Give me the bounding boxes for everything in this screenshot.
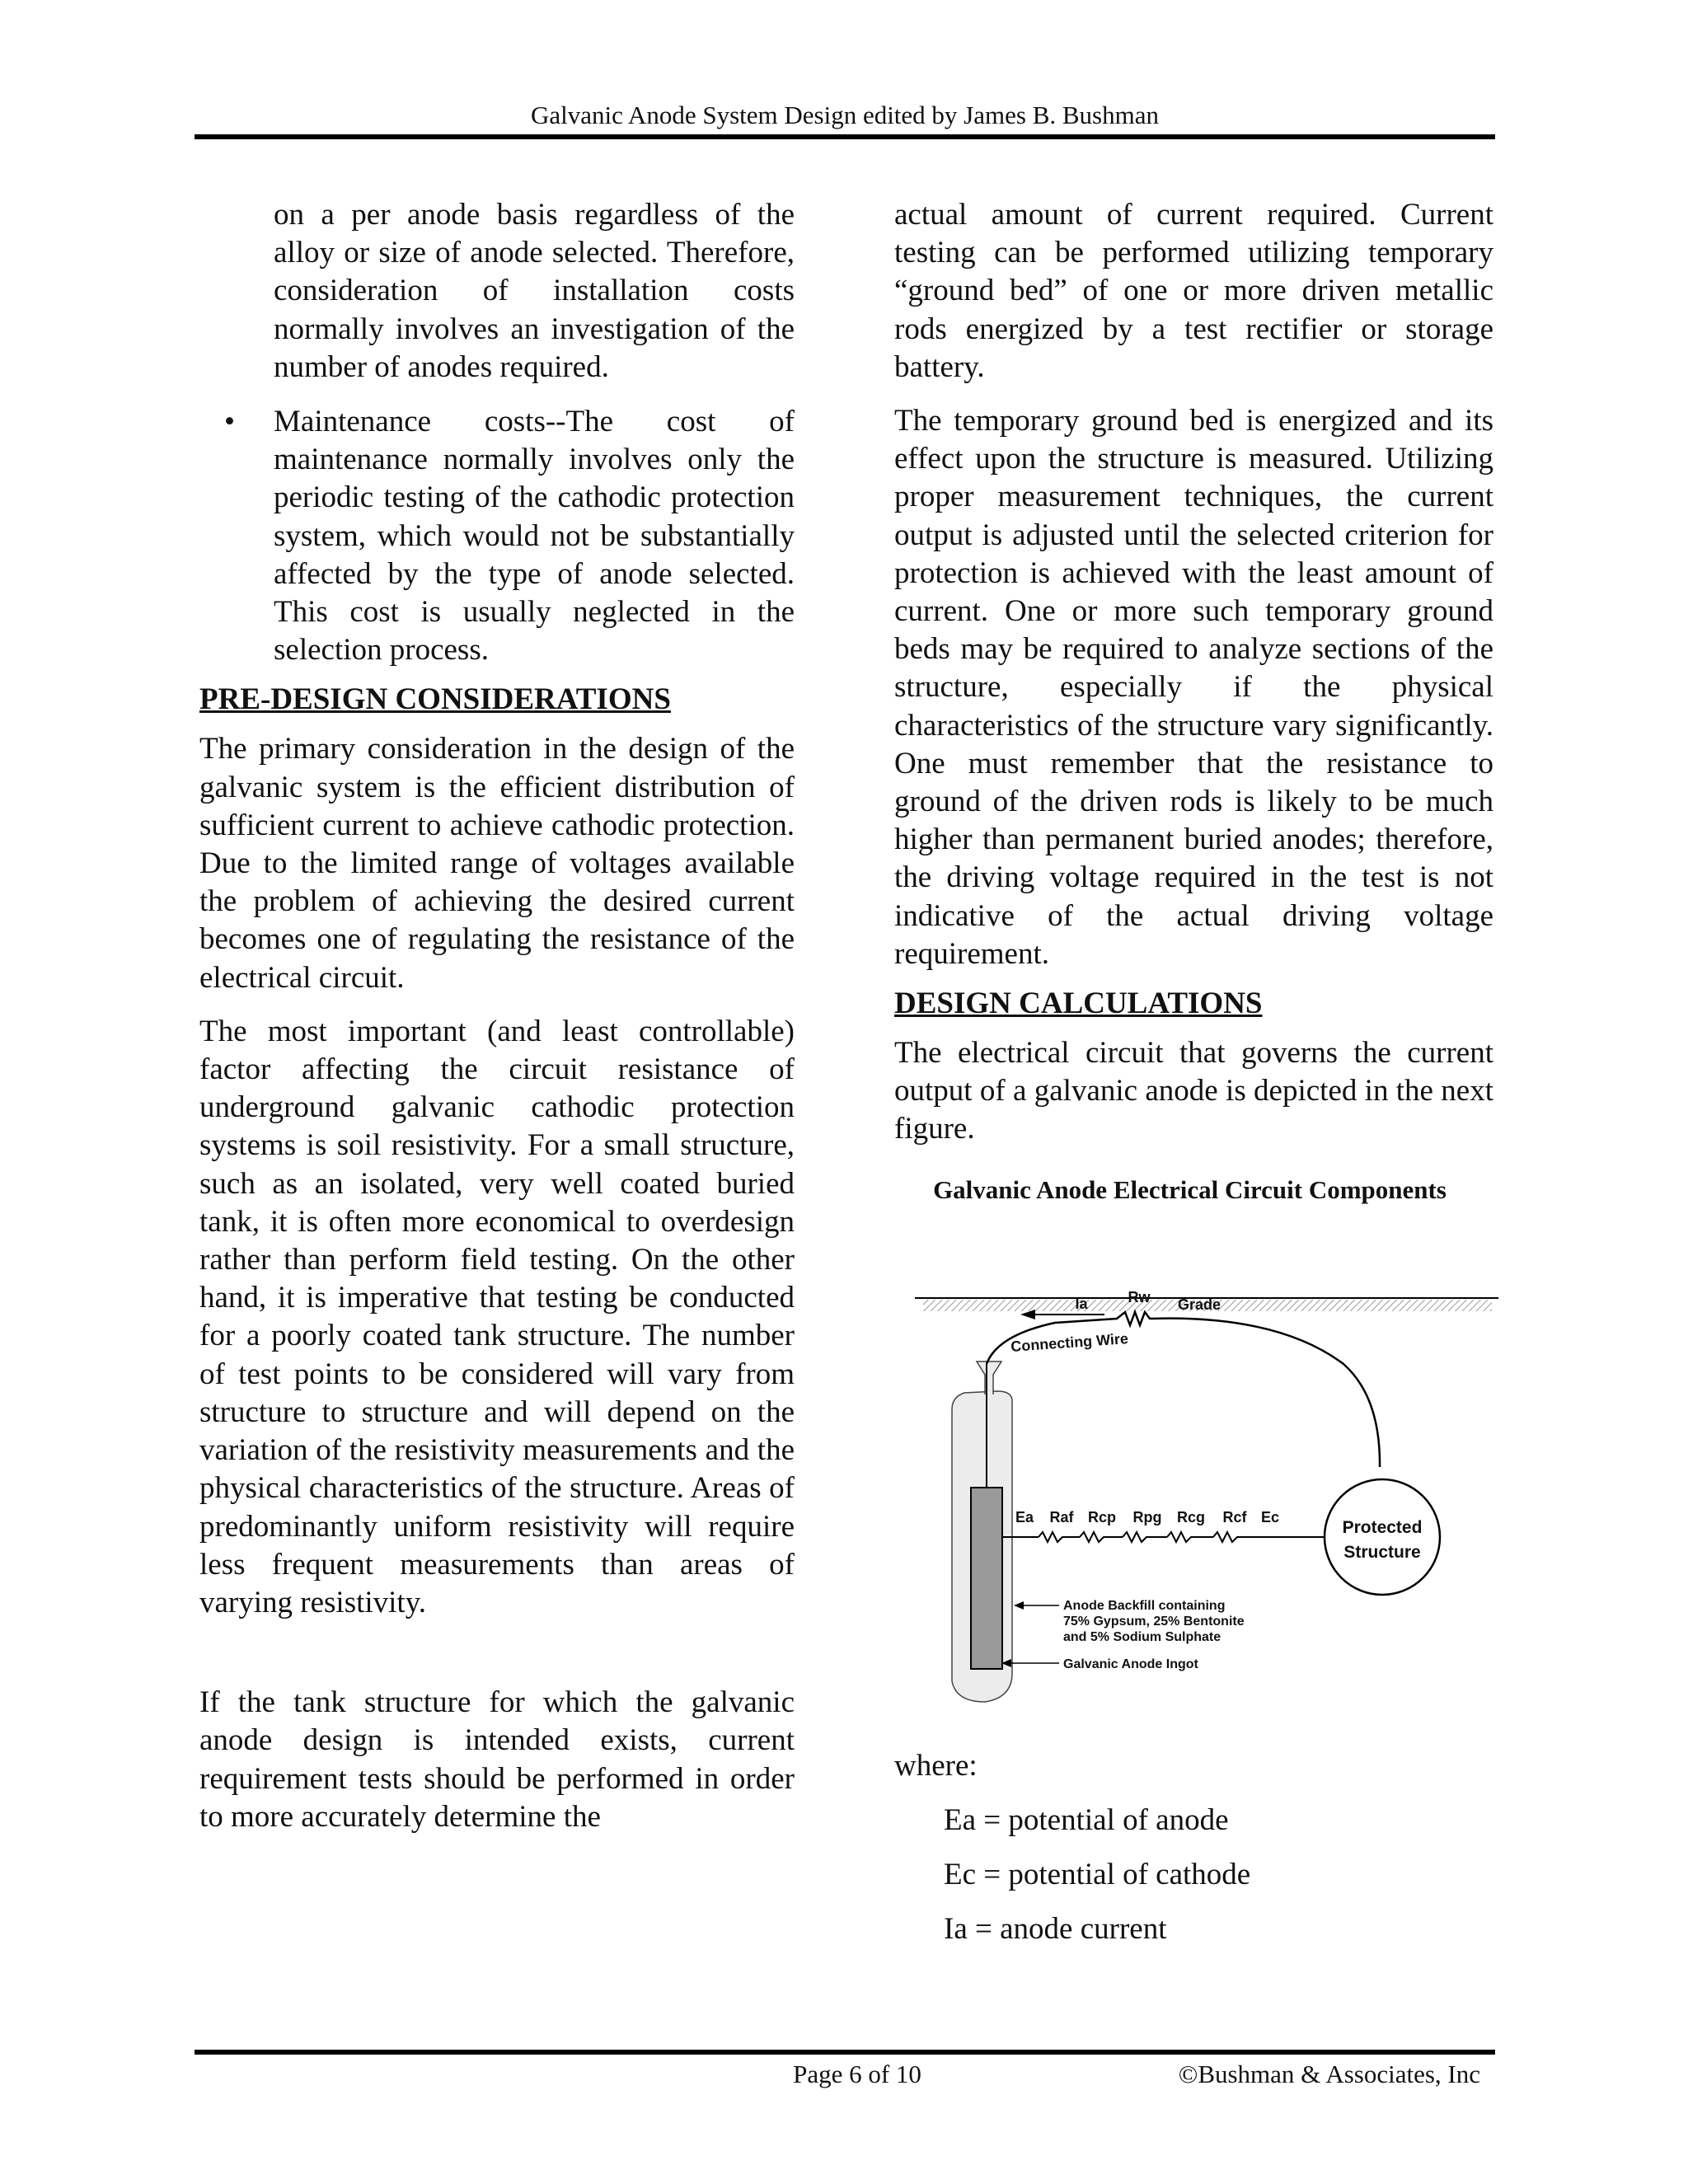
ea-label: Ea: [1015, 1509, 1034, 1526]
design-calculations-heading: DESIGN CALCULATIONS: [894, 987, 1263, 1021]
resistor-rcg: [1167, 1532, 1213, 1542]
ec-label: Ec: [1260, 1509, 1280, 1526]
left-column: [199, 196, 795, 1836]
rcf-label: Rcf: [1222, 1509, 1247, 1526]
resistor-raf: [1039, 1532, 1080, 1542]
temporary-ground-bed-paragraph: The temporary ground bed is energized and its effect upon the structure is measured. Utilizing proper measurement techniques, the current output is adjusted until the selected criterion for protection is achieved with the least amount of current. One or more such temporary ground beds may be required to analyze sections of the structure, especially if the physical characteristics of the structure vary significantly. One must remember that the resistance to ground of the driven rods is likely to be much higher than permanent buried anodes; therefore, the driving voltage required in the test is not indicative of the actual driving voltage requirement.: [894, 404, 1493, 971]
page-number: Page 6 of 10: [793, 2060, 921, 2088]
definition-ec: Ec = potential of cathode: [944, 1858, 1251, 1891]
figure-title: Galvanic Anode Electrical Circuit Components: [933, 1174, 1447, 1204]
pre-design-paragraph-2: The most important (and least controllable) factor affecting the circuit resistance of underground galvanic cathodic protection systems is soil resistivity. For a small structure, such as an isolated, very well coated buried tank, it is often more economical to overdesign rather than perform field testing. On the other hand, it is imperative that testing be conducted for a poorly coated tank structure. The number of test points to be considered will vary from structure to structure and will depend on the variation of the resistivity measurements and the physical characteristics of the structure. Areas of predominantly uniform resistivity will require less frequent measurements than areas of varying resistivity.: [199, 1014, 795, 1619]
ingot-label: Galvanic Anode Ingot: [1063, 1657, 1198, 1671]
right-column: [894, 196, 1493, 1207]
current-label: Ia: [1075, 1296, 1088, 1312]
pre-design-paragraph-1: The primary consideration in the design of the galvanic system is the efficient distribution of sufficient current to achieve cathodic protection. Due to the limited range of voltages available the problem of achieving the desired current becomes one of regulating the resistance of the electrical circuit.: [199, 732, 795, 995]
footer-rule: [195, 2050, 1495, 2055]
header-rule: [195, 134, 1495, 139]
rpg-label: Rpg: [1132, 1509, 1162, 1526]
maintenance-costs-bullet: [224, 403, 795, 669]
wire-resistance-label: Rw: [1128, 1289, 1151, 1305]
current-testing-paragraph: actual amount of current required. Current testing can be performed utilizing temporary “ground bed” of one or more driven metallic rods energized by a test rectifier or storage battery.: [894, 198, 1493, 384]
pre-design-heading: PRE-DESIGN CONSIDERATIONS: [199, 682, 671, 717]
installation-costs-continuation: on a per anode basis regardless of the alloy or size of anode selected. Therefore, consideration of installation costs normally involves an investigation of the number of anodes required.: [274, 198, 795, 384]
backfill-label-1: Anode Backfill containing: [1063, 1599, 1226, 1613]
where-label: where:: [894, 1749, 978, 1783]
backfill-callout-arrow: [1014, 1601, 1024, 1610]
definition-ea: Ea = potential of anode: [944, 1803, 1229, 1837]
copyright-notice: ©Bushman & Associates, Inc: [1178, 2060, 1480, 2088]
anode-ingot: [971, 1488, 1002, 1669]
resistor-rpg: [1123, 1532, 1167, 1542]
design-calculations-paragraph: The electrical circuit that governs the current output of a galvanic anode is depicted in the next figure.: [894, 1036, 1493, 1146]
protected-structure-label-1: Protected: [1342, 1518, 1423, 1537]
backfill-bag-neck: [977, 1361, 1001, 1394]
running-header: Galvanic Anode System Design edited by James B. Bushman: [531, 101, 1159, 129]
protected-structure-label-2: Structure: [1343, 1543, 1421, 1562]
backfill-label-2: 75% Gypsum, 25% Bentonite: [1063, 1615, 1245, 1629]
rcp-label: Rcp: [1087, 1509, 1117, 1526]
backfill-label-3: and 5% Sodium Sulphate: [1063, 1630, 1221, 1644]
maintenance-costs-text: Maintenance costs--The cost of maintenance normally involves only the periodic testing of the cathodic protection system, which would not be substantially affected by the type of anode selected. This cost is usually neglected in the selection process.: [274, 405, 795, 668]
rcg-label: Rcg: [1176, 1509, 1206, 1526]
galvanic-circuit-diagram: [907, 1286, 1500, 1714]
raf-label: Raf: [1049, 1509, 1074, 1526]
resistor-rcf: [1213, 1532, 1325, 1542]
connecting-wire-label: Connecting Wire: [1010, 1330, 1129, 1355]
grade-label: Grade: [1177, 1296, 1221, 1313]
protected-structure-circle: [1325, 1479, 1440, 1595]
resistor-rcp: [1080, 1532, 1123, 1542]
bullet-dot-icon: •: [224, 405, 235, 439]
definition-ia: Ia = anode current: [944, 1912, 1167, 1946]
pre-design-paragraph-3: If the tank structure for which the galvanic anode design is intended exists, current requirement tests should be performed in order to more accurately determine the: [199, 1685, 795, 1834]
